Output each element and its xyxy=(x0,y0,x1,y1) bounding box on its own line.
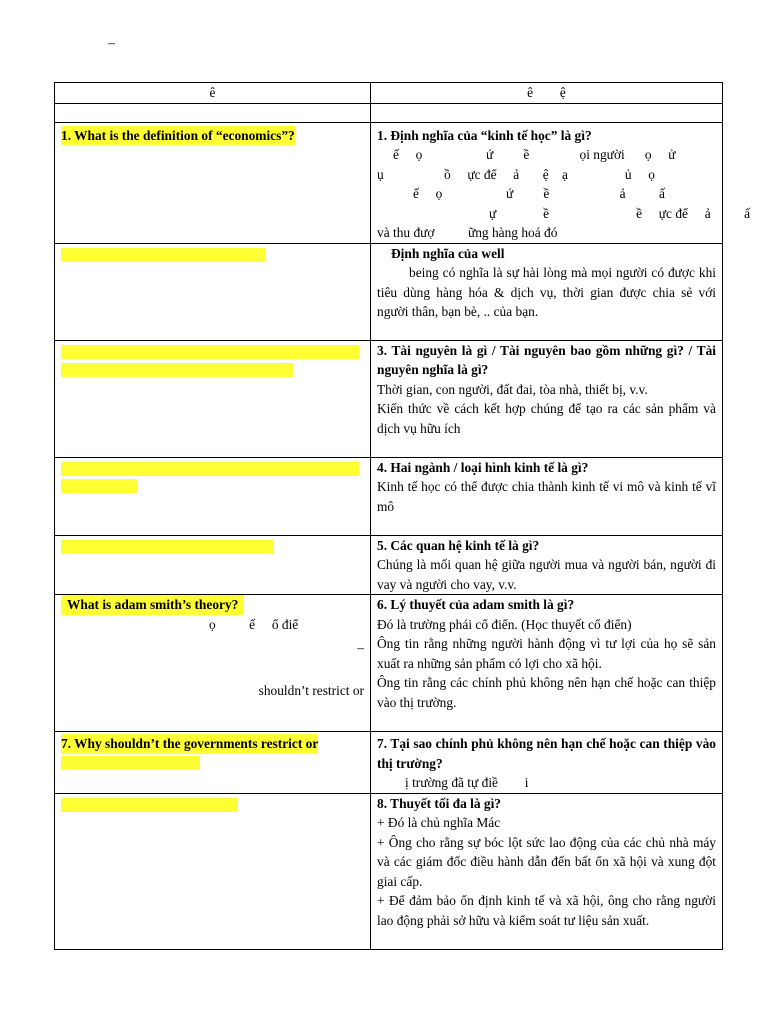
table-row xyxy=(55,793,723,949)
question-vi: 5. Các quan hệ kinh tế là gì? xyxy=(377,537,540,553)
answer-line: + Đó là chủ nghĩa Mác xyxy=(377,815,501,830)
question-line: ọ ế ổ điể xyxy=(209,616,299,632)
answer-line: và thu đượ ững hàng hoá đó xyxy=(377,225,558,240)
question-cell xyxy=(55,732,371,794)
question-vi: Định nghĩa của well xyxy=(391,245,505,261)
top-dash-mark: – xyxy=(108,36,115,51)
answer-line: + Để đảm bảo ổn định kinh tế và xã hội, ông cho rằng người lao động phải sở hữu và kiểm soát tư liệu sản xuất. xyxy=(377,893,716,928)
question-vi: 6. Lý thuyết của adam smith là gì? xyxy=(377,597,575,612)
qa-table xyxy=(54,82,751,950)
answer-line: ị trường đã tự điề i xyxy=(405,775,529,790)
answer-line: Thời gian, con người, đất đai, tòa nhà, thiết bị, v.v. xyxy=(377,381,648,397)
table-row xyxy=(55,243,723,340)
answer-line: ự ề ề ực để ả ấ xyxy=(489,205,751,221)
question-cell xyxy=(55,457,371,535)
highlight-bar xyxy=(61,798,238,812)
question-cell xyxy=(55,243,371,340)
question-cell xyxy=(55,595,371,732)
highlight-bar xyxy=(61,479,137,493)
question-vi: 3. Tài nguyên là gì / Tài nguyên bao gồm những gì? / Tài nguyên nghĩa là gì? xyxy=(377,342,716,377)
answer-line: + Ông cho rằng sự bóc lột sức lao động của các chủ nhà máy và các giám đốc điều hành dẫn đến bất ổn xã hội và xung đột giai cấp. xyxy=(377,834,716,889)
header-left: ê xyxy=(55,83,371,104)
question-en: What is adam smith’s theory? xyxy=(61,595,244,615)
table-row xyxy=(55,340,723,457)
answer-line: ế ọ ứ ề ả ấ xyxy=(413,186,665,201)
answer-cell xyxy=(371,243,723,340)
answer-cell xyxy=(371,340,723,457)
table-row xyxy=(55,732,723,794)
answer-line: ế ọ ứ ề ọi người ọ ử xyxy=(393,147,676,162)
highlight-bar xyxy=(61,363,293,377)
question-vi: 8. Thuyết tối đa là gì? xyxy=(377,795,502,811)
question-vi: 7. Tại sao chính phủ không nên hạn chế hoặc can thiệp vào thị trường? xyxy=(377,736,716,771)
question-en: 7. Why shouldn’t the governments restrict or xyxy=(61,734,318,754)
question-cell xyxy=(55,122,371,243)
header-right: ê ệ xyxy=(371,83,723,104)
answer-cell xyxy=(371,535,723,595)
answer-line: Chúng là mối quan hệ giữa người mua và người bán, người đi vay và người cho vay, v.v. xyxy=(377,557,716,592)
table-row xyxy=(55,122,723,243)
highlight-bar xyxy=(61,756,200,770)
table-header-row xyxy=(55,83,723,104)
question-cell xyxy=(55,535,371,595)
question-line xyxy=(61,658,364,677)
answer-line: Kinh tế học có thể được chia thành kinh tế vi mô và kinh tế vĩ mô xyxy=(377,479,716,514)
answer-line: Kiến thức về cách kết hợp chúng để tạo ra các sản phẩm và dịch vụ hữu ích xyxy=(377,401,716,436)
highlight-bar xyxy=(61,248,266,262)
highlight-bar xyxy=(61,462,359,476)
answer-line: Ông tin rằng những người hành động vì tư lợi của họ sẽ sản xuất ra những sản phẩm có lợi cho xã hội. xyxy=(377,636,716,671)
answer-line: Ông tin rằng các chính phủ không nên hạn chế hoặc can thiệp vào thị trường. xyxy=(377,675,716,710)
question-vi: 4. Hai ngành / loại hình kinh tế là gì? xyxy=(377,459,589,475)
answer-cell xyxy=(371,793,723,949)
answer-line: ụ ồ ực để ả ệ ạ ủ ọ xyxy=(377,166,656,182)
question-en: 1. What is the definition of “economics”? xyxy=(61,126,295,146)
answer-line: Đó là trường phái cổ điển. (Học thuyết cổ điển) xyxy=(377,616,632,632)
highlight-bar xyxy=(61,345,359,359)
question-line: – xyxy=(357,640,364,655)
question-cell xyxy=(55,793,371,949)
answer-cell xyxy=(371,122,751,243)
question-cell xyxy=(55,340,371,457)
answer-line: being có nghĩa là sự hài lòng mà mọi người có được khi tiêu dùng hàng hóa & dịch vụ, thời gian được chia sẻ với người thân, bạn bè, .. của bạn. xyxy=(377,265,716,319)
question-vi: 1. Định nghĩa của “kinh tế học” là gì? xyxy=(377,127,592,143)
highlight-bar xyxy=(61,540,274,554)
answer-cell xyxy=(371,732,723,794)
answer-cell xyxy=(371,595,723,732)
table-row xyxy=(55,595,723,732)
table-row xyxy=(55,535,723,595)
blank-row xyxy=(55,103,723,122)
answer-cell xyxy=(371,457,723,535)
question-line: shouldn’t restrict or xyxy=(258,682,364,698)
table-row xyxy=(55,457,723,535)
